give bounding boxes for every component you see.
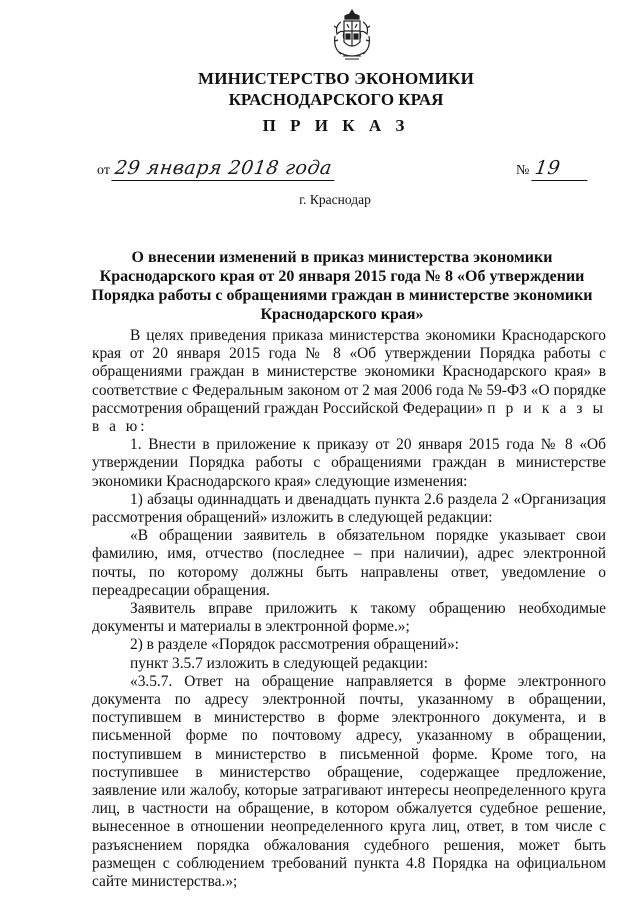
paragraph-text: В целях приведения приказа министерства экономики Краснодарского края от 20 января 2015 года № 8 «Об утверждении Порядка работы с обращениями граждан в министерстве экономики Краснодарского края» в соответствие с Федеральным законом от 2 мая 2006 года № 59-ФЗ «О порядке рассмотрения обращений граждан Российской Федерации» <box>92 327 606 417</box>
number-prefix: № <box>516 163 530 178</box>
ministry-name-line2: КРАСНОДАРСКОГО КРАЯ <box>228 90 444 109</box>
paragraph <box>92 327 606 436</box>
number-handwritten: 19 <box>531 157 590 181</box>
city: г. Краснодар <box>299 192 371 207</box>
date-prefix: от <box>97 163 110 178</box>
coat-of-arms-icon <box>331 8 373 64</box>
order-body <box>92 327 606 891</box>
order-number <box>516 157 589 181</box>
paragraph: 1) абзацы одиннадцать и двенадцать пункта 2.6 раздела 2 «Организация рассмотрения обращений» изложить в следующей редакции: <box>92 490 606 527</box>
date-handwritten: 29 января 2018 года <box>112 157 338 181</box>
paragraph: «3.5.7. Ответ на обращение направляется в форме электронного документа по адресу электронной почты, указанному в обращении, поступившем в министерство в форме электронного документа, и в письменной форме по почтовому адресу, указанному в обращении, поступившем в министерство в письменной форме. Кроме того, на поступившее в министерство обращение, содержащее предложение, заявление или жалобу, которые затрагивают интересы неопределенного круга лиц, в частности на обращение, в котором обжалуется судебное решение, вынесенное в отношении неопределенного круга лиц, ответ, в том числе с разъяснением порядка обжалования судебного решения, может быть размещен с соблюдением требований пункта 4.8 Порядка на официальном сайте министерства.»; <box>92 672 606 891</box>
order-verb: п р и к а з ы в а ю: <box>92 399 606 436</box>
paragraph: «В обращении заявитель в обязательном порядке указывает свои фамилию, имя, отчество (последнее – при наличии), адрес электронной почты, по которому должны быть направлены ответ, уведомление о переадресации обращения. <box>92 527 606 599</box>
paragraph: пункт 3.5.7 изложить в следующей редакции: <box>130 654 428 672</box>
paragraph: 2) в разделе «Порядок рассмотрения обращений»: <box>130 636 459 654</box>
ministry-name-line1: МИНИСТЕРСТВО ЭКОНОМИКИ <box>197 69 474 88</box>
order-subject: О внесении изменений в приказ министерства экономики Краснодарского края от 20 января 2015 года № 8 «Об утверждении Порядка работы с обращениями граждан в министерстве экономики Краснодарского края» <box>91 249 593 323</box>
paragraph: 1. Внести в приложение к приказу от 20 января 2015 года № 8 «Об утверждении Порядка работы с обращениями граждан в министерстве экономики Краснодарского края» следующие изменения: <box>92 436 606 490</box>
order-date <box>97 157 336 181</box>
paragraph: Заявитель вправе приложить к такому обращению необходимые документы и материалы в электронной форме.»; <box>92 600 606 636</box>
document-type: П Р И К А З <box>262 116 410 135</box>
